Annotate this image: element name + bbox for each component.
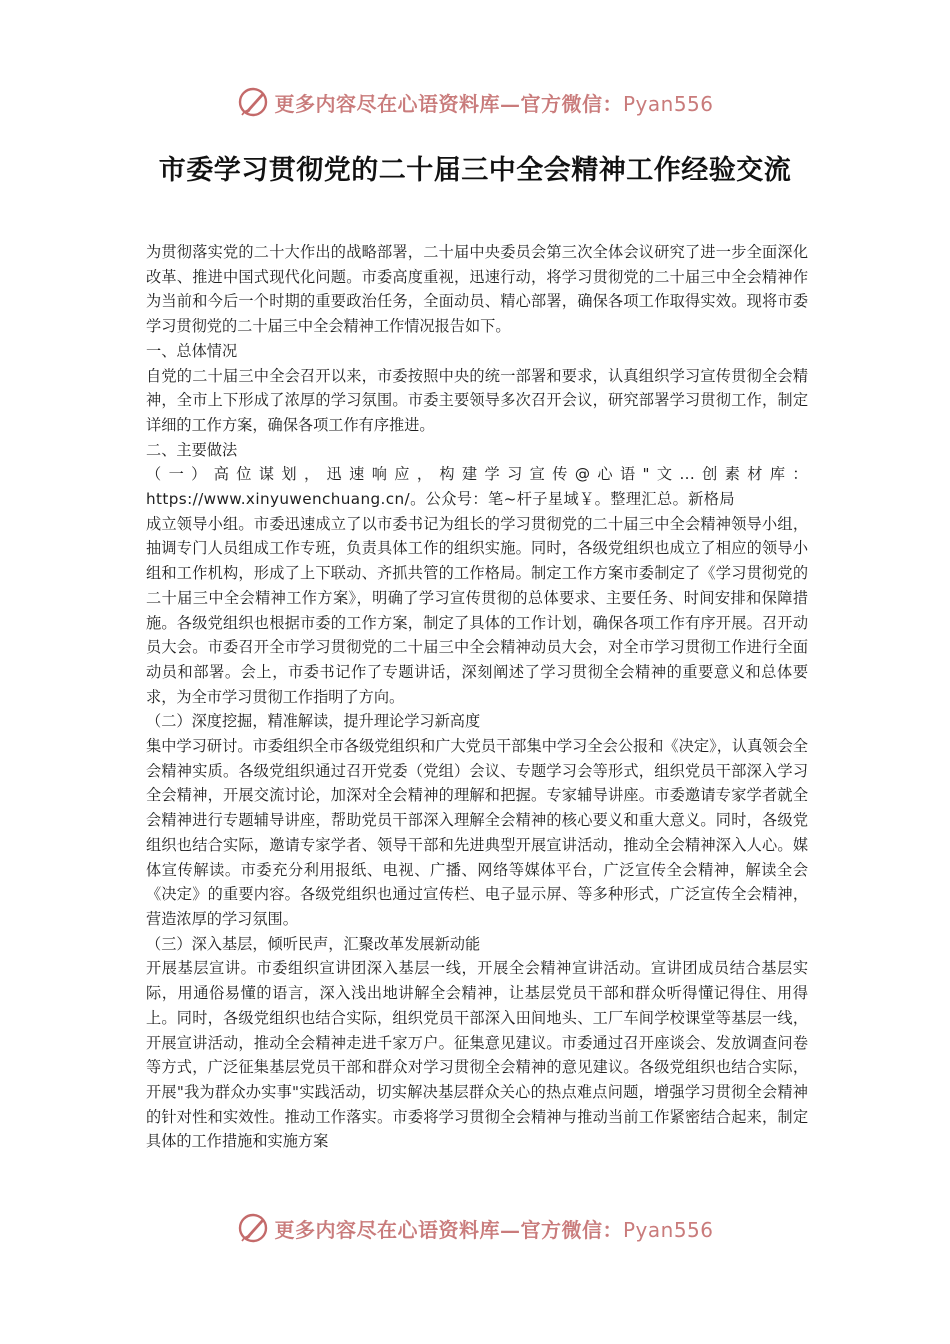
document-body bbox=[146, 240, 808, 1154]
subsection-heading-2: （二）深度挖掘，精准解读，提升理论学习新高度 bbox=[146, 712, 481, 731]
wechat-id: Pyan556 bbox=[622, 1217, 714, 1242]
subsection-heading-1: （一）高位谋划，迅速响应，构建学习宣传@心语"文...创素材库：https://www.xinyuwenchuang.cn/。公众号：笔~杆子星域￥。整理汇总。新格局 bbox=[146, 465, 808, 509]
section-heading-overview: 一、总体情况 bbox=[146, 341, 238, 360]
pen-circle-logo-icon bbox=[236, 85, 270, 119]
paragraph-overview: 自党的二十届三中全会召开以来，市委按照中央的统一部署和要求，认真组织学习宣传贯彻全会精神，全市上下形成了浓厚的学习氛围。市委主要领导多次召开会议，研究部署学习贯彻工作，制定详细的工作方案，确保各项工作有序推进。 bbox=[146, 366, 808, 434]
banner-text: 更多内容尽在心语资料库—官方微信：Pyan556 bbox=[274, 1217, 714, 1242]
document-title: 市委学习贯彻党的二十届三中全会精神工作经验交流 bbox=[158, 155, 792, 186]
paragraph-subsection-3: 开展基层宣讲。市委组织宣讲团深入基层一线，开展全会精神宣讲活动。宣讲团成员结合基层实际，用通俗易懂的语言，深入浅出地讲解全会精神，让基层党员干部和群众听得懂记得住、用得上。同时，各级党组织也结合实际，组织党员干部深入田间地头、工厂车间学校课堂等基层一线，开展宣讲活动，推动全会精神走进千家万户。征集意见建议。市委通过召开座谈会、发放调查问卷等方式，广泛征集基层党员干部和群众对学习贯彻全会精神的意见建议。各级党组织也结合实际，开展"我为群众办实事"实践活动，切实解决基层群众关心的热点难点问题，增强学习贯彻全会精神的针对性和实效性。推动工作落实。市委将学习贯彻全会精神与推动当前工作紧密结合起来，制定具体的工作措施和实施方案 bbox=[146, 959, 808, 1151]
subsection-heading-3: （三）深入基层，倾听民声，汇聚改革发展新动能 bbox=[146, 934, 481, 953]
pen-circle-logo-icon bbox=[236, 1211, 270, 1245]
wechat-id: Pyan556 bbox=[622, 91, 714, 116]
paragraph-subsection-1: 成立领导小组。市委迅速成立了以市委书记为组长的学习贯彻党的二十届三中全会精神领导小组，抽调专门人员组成工作专班，负责具体工作的组织实施。同时，各级党组织也成立了相应的领导小组和工作机构，形成了上下联动、齐抓共管的工作格局。制定工作方案市委制定了《学习贯彻党的二十届三中全会精神工作方案》，明确了学习宣传贯彻的总体要求、主要任务、时间安排和保障措施。各级党组织也根据市委的工作方案，制定了具体的工作计划，确保各项工作有序开展。召开动员大会。市委召开全市学习贯彻党的二十届三中全会精神动员大会，对全市学习贯彻工作进行全面动员和部署。会上，市委书记作了专题讲话，深刻阐述了学习贯彻全会精神的重要意义和总体要求，为全市学习贯彻工作指明了方向。 bbox=[146, 514, 808, 706]
header-banner bbox=[0, 82, 950, 122]
paragraph-subsection-2: 集中学习研讨。市委组织全市各级党组织和广大党员干部集中学习全会公报和《决定》，认真领会全会精神实质。各级党组织通过召开党委（党组）会议、专题学习会等形式，组织党员干部深入学习全会精神，开展交流讨论，加深对全会精神的理解和把握。专家辅导讲座。市委邀请专家学者就全会精神进行专题辅导讲座，帮助党员干部深入理解全会精神的核心要义和重大意义。同时，各级党组织也结合实际，邀请专家学者、领导干部和先进典型开展宣讲活动，推动全会精神深入人心。媒体宣传解读。市委充分利用报纸、电视、广播、网络等媒体平台，广泛宣传全会精神，解读全会《决定》的重要内容。各级党组织也通过宣传栏、电子显示屏、等多种形式，广泛宣传全会精神，营造浓厚的学习氛围。 bbox=[146, 737, 808, 928]
banner-text: 更多内容尽在心语资料库—官方微信：Pyan556 bbox=[274, 91, 714, 116]
footer-banner bbox=[0, 1208, 950, 1248]
section-heading-practices: 二、主要做法 bbox=[146, 440, 238, 459]
paragraph-intro: 为贯彻落实党的二十大作出的战略部署，二十届中央委员会第三次全体会议研究了进一步全面深化改革、推进中国式现代化问题。市委高度重视，迅速行动，将学习贯彻党的二十届三中全会精神作为当前和今后一个时期的重要政治任务，全面动员、精心部署，确保各项工作取得实效。现将市委学习贯彻党的二十届三中全会精神工作情况报告如下。 bbox=[146, 243, 808, 336]
